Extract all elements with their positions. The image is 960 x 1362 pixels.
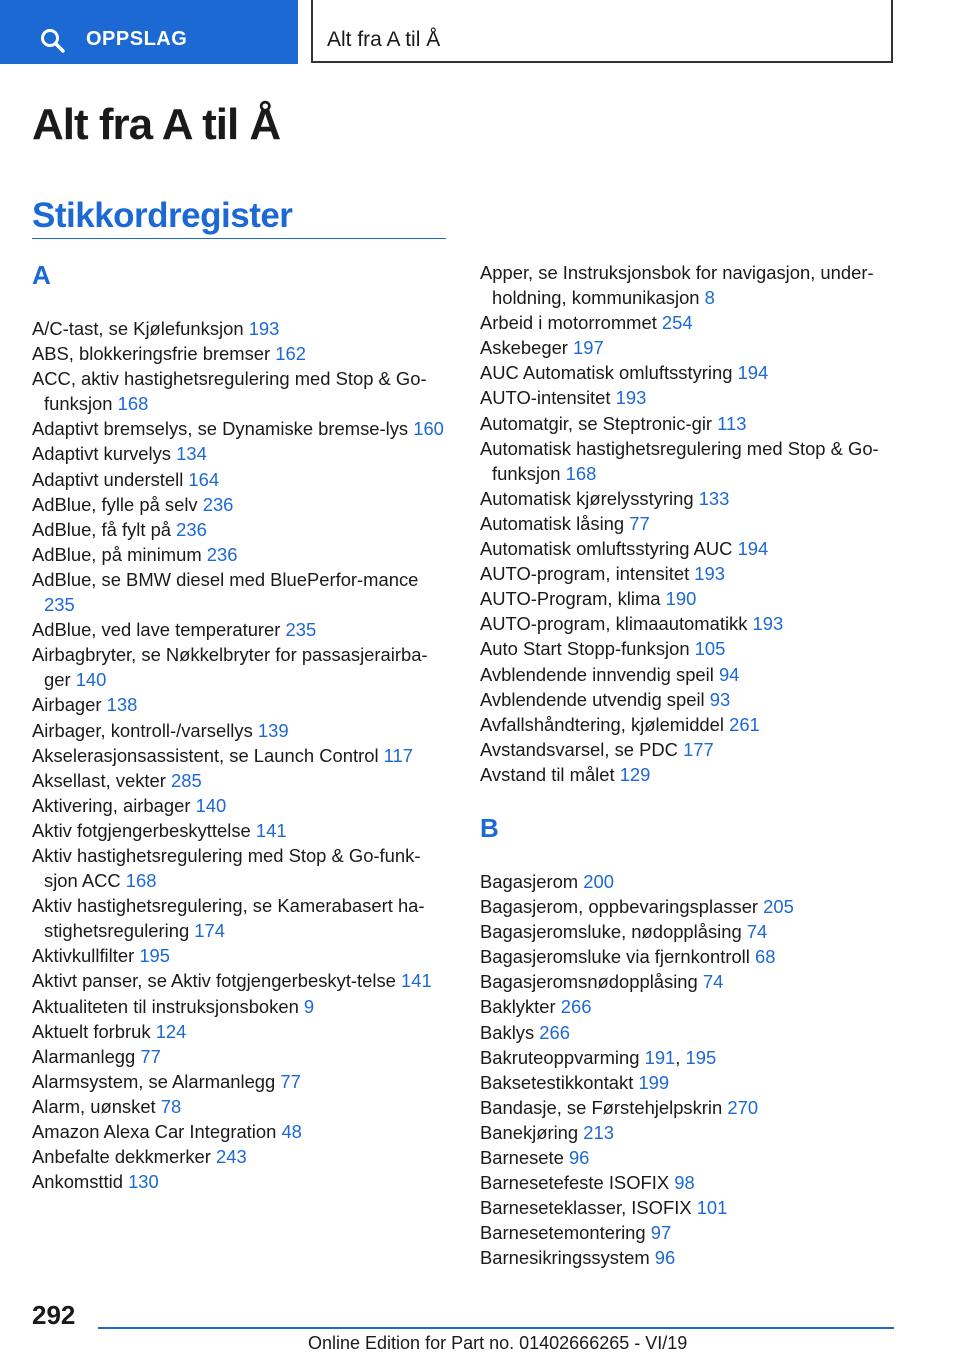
index-entry-term: Baksetestikkontakt bbox=[480, 1071, 639, 1093]
page-reference-link[interactable]: 98 bbox=[674, 1172, 695, 1194]
index-entry-term: Avblendende utvendig speil bbox=[480, 688, 710, 710]
index-entry bbox=[32, 1119, 452, 1144]
page-reference-link[interactable]: 77 bbox=[629, 512, 650, 534]
page-number: 292 bbox=[32, 1300, 76, 1330]
index-entry bbox=[32, 943, 452, 968]
index-entry-term: Aktivkullfilter bbox=[32, 945, 140, 967]
page-reference-link[interactable]: 285 bbox=[171, 769, 202, 791]
page-reference-link[interactable]: 195 bbox=[685, 1046, 717, 1068]
page-reference-link[interactable]: 236 bbox=[206, 543, 238, 565]
index-entry-term: Adaptivt understell bbox=[32, 468, 189, 490]
page-reference-link[interactable]: 193 bbox=[752, 613, 784, 635]
page-reference-link[interactable]: 97 bbox=[650, 1222, 672, 1244]
chapter-tab-label: Alt fra A til Å bbox=[327, 28, 441, 51]
index-entry bbox=[480, 260, 900, 310]
page-reference-link[interactable]: 194 bbox=[737, 362, 769, 384]
index-entry-term: Apper, se Instruksjonsbok for navigasjon, under-holdning, kommunikasjon bbox=[480, 262, 874, 309]
page-reference-link[interactable]: 96 bbox=[568, 1147, 590, 1168]
index-entry-term: AUTO-Program, klima bbox=[480, 588, 666, 610]
index-entry bbox=[32, 542, 452, 567]
index-entry-term: Aktivt panser, se Aktiv fotgjengerbeskyt-telse bbox=[32, 970, 402, 992]
index-entry bbox=[32, 1069, 452, 1094]
page-reference-link[interactable]: 129 bbox=[619, 763, 651, 785]
index-entry-term: Bagasjerom bbox=[480, 870, 584, 892]
page-reference-link[interactable]: 190 bbox=[665, 588, 697, 610]
index-entry bbox=[480, 662, 900, 687]
index-entry bbox=[480, 411, 900, 436]
index-entry bbox=[480, 611, 900, 636]
index-entry-term: Aktiv hastighetsregulering med Stop & Go-funk-sjon ACC bbox=[32, 844, 421, 892]
page-reference-separator: , bbox=[675, 1046, 686, 1068]
page-reference-link[interactable]: 101 bbox=[696, 1197, 728, 1219]
index-entry-term: Automatgir, se Steptronic-gir bbox=[480, 412, 718, 434]
index-entry bbox=[480, 561, 900, 586]
index-entry bbox=[480, 1145, 900, 1170]
index-entry-term: Bagasjeromsluke, nødopplåsing bbox=[480, 921, 747, 943]
page-reference-link[interactable]: 133 bbox=[698, 487, 730, 509]
page-reference-link[interactable]: 124 bbox=[155, 1020, 187, 1042]
page-reference-link[interactable]: 140 bbox=[75, 669, 107, 691]
index-entry-term: AUC Automatisk omluftsstyring bbox=[480, 362, 738, 384]
index-entry-term: AdBlue, ved lave temperaturer bbox=[32, 619, 286, 641]
page-reference-link[interactable]: 138 bbox=[106, 694, 138, 716]
index-entry bbox=[480, 944, 900, 969]
index-entry bbox=[480, 1020, 900, 1045]
index-entry bbox=[480, 536, 900, 561]
page-reference-link[interactable]: 205 bbox=[763, 896, 794, 918]
index-entry bbox=[32, 642, 452, 692]
index-entry-term: Airbager bbox=[32, 694, 107, 716]
index-entry bbox=[480, 869, 900, 894]
index-entry bbox=[480, 310, 900, 335]
index-entry bbox=[32, 567, 452, 617]
index-entry bbox=[32, 441, 452, 466]
page-reference-link[interactable]: 235 bbox=[44, 594, 75, 616]
index-entry bbox=[32, 366, 452, 416]
page-reference-link[interactable]: 270 bbox=[727, 1096, 759, 1118]
index-entry-term: Arbeid i motorrommet bbox=[480, 312, 662, 334]
index-entry-term: ABS, blokkeringsfrie bremser bbox=[32, 343, 276, 365]
page-reference-link[interactable]: 193 bbox=[615, 387, 647, 409]
page-reference-link[interactable]: 139 bbox=[257, 719, 289, 741]
page-reference-link[interactable]: 77 bbox=[280, 1070, 301, 1092]
page-reference-link[interactable]: 164 bbox=[188, 468, 220, 490]
index-entry-term: AdBlue, fylle på selv bbox=[32, 493, 203, 515]
index-entry-term: Barnesetemontering bbox=[480, 1222, 651, 1244]
index-entry bbox=[480, 1220, 900, 1245]
index-entry bbox=[32, 793, 452, 818]
index-entry bbox=[480, 1120, 900, 1145]
index-entry-term: Automatisk kjørelysstyring bbox=[480, 487, 699, 509]
index-entry-term: Avstand til målet bbox=[480, 763, 620, 785]
index-entry bbox=[32, 1144, 452, 1169]
index-entry bbox=[480, 511, 900, 536]
index-entry bbox=[32, 818, 452, 843]
index-letter-a: A bbox=[32, 260, 51, 290]
page-reference-link[interactable]: 93 bbox=[709, 688, 731, 710]
index-entry-term: AdBlue, se BMW diesel med BluePerfor-mance bbox=[32, 568, 419, 590]
index-entry bbox=[32, 341, 452, 366]
page-reference-link[interactable]: 48 bbox=[281, 1121, 302, 1142]
index-entries-a-right bbox=[480, 260, 900, 787]
index-entry bbox=[480, 712, 900, 737]
index-entry bbox=[480, 1170, 900, 1195]
index-entry bbox=[32, 1019, 452, 1044]
page-reference-link[interactable]: 141 bbox=[401, 970, 432, 992]
index-entry-term: Alarm, uønsket bbox=[32, 1095, 161, 1117]
index-entry-term: Automatisk låsing bbox=[480, 512, 630, 534]
index-entry bbox=[480, 360, 900, 385]
index-entry bbox=[480, 1245, 900, 1270]
index-entry-term: Barnesete bbox=[480, 1147, 569, 1168]
index-entry-term: Baklys bbox=[480, 1021, 540, 1043]
index-column-right bbox=[480, 260, 900, 1270]
page-reference-link[interactable]: 160 bbox=[413, 418, 444, 440]
index-entry bbox=[480, 385, 900, 410]
page-reference-link[interactable]: 162 bbox=[275, 343, 306, 365]
page-reference-link[interactable]: 134 bbox=[176, 443, 207, 465]
footer-divider bbox=[98, 1327, 894, 1329]
index-entry-term: AUTO-intensitet bbox=[480, 387, 616, 409]
page-reference-link[interactable]: 191 bbox=[644, 1046, 676, 1068]
index-letter-b: B bbox=[480, 812, 499, 843]
index-entry-term: AUTO-program, klimaautomatikk bbox=[480, 613, 753, 635]
index-entry bbox=[480, 894, 900, 919]
index-entry bbox=[480, 994, 900, 1019]
index-entry-term: AdBlue, på minimum bbox=[32, 543, 207, 565]
index-entry-term: Avblendende innvendig speil bbox=[480, 663, 719, 685]
search-icon bbox=[40, 28, 66, 54]
index-entry-term: Bagasjeromsnødopplåsing bbox=[480, 971, 703, 993]
index-entry-term: Bandasje, se Førstehjelpskrin bbox=[480, 1096, 728, 1118]
index-entry bbox=[480, 1095, 900, 1120]
section-title: Stikkordregister bbox=[32, 196, 293, 235]
index-entry-term: Avfallshåndtering, kjølemiddel bbox=[480, 713, 730, 735]
index-entry bbox=[480, 969, 900, 994]
index-entry-term: Akselerasjonsassistent, se Launch Control bbox=[32, 744, 384, 766]
index-entry bbox=[32, 743, 452, 768]
index-entry bbox=[32, 1169, 452, 1194]
index-entry-term: Adaptivt bremselys, se Dynamiske bremse-lys bbox=[32, 418, 414, 440]
index-entry bbox=[480, 436, 900, 486]
page-title: Alt fra A til Å bbox=[32, 100, 281, 149]
index-entry bbox=[32, 1044, 452, 1069]
index-entry bbox=[480, 335, 900, 360]
page-reference-link[interactable]: 174 bbox=[194, 920, 225, 942]
page-reference-link[interactable]: 78 bbox=[160, 1095, 182, 1117]
page-reference-link[interactable]: 199 bbox=[638, 1071, 670, 1093]
page-reference-link[interactable]: 74 bbox=[702, 971, 724, 993]
index-entries-b bbox=[480, 869, 900, 1271]
chapter-tab[interactable] bbox=[311, 0, 893, 63]
index-entry-term: Aktiv fotgjengerbeskyttelse bbox=[32, 819, 256, 841]
index-entry-term: Airbagbryter, se Nøkkelbryter for passasjerairba-ger bbox=[32, 644, 428, 691]
page-reference-link[interactable]: 130 bbox=[128, 1171, 159, 1193]
index-entry-term: Bagasjerom, oppbevaringsplasser bbox=[480, 896, 764, 918]
index-entry bbox=[32, 416, 452, 441]
index-entry bbox=[480, 1070, 900, 1095]
index-entry-term: Alarmanlegg bbox=[32, 1045, 141, 1067]
index-entry-term: Avstandsvarsel, se PDC bbox=[480, 738, 684, 760]
index-entry-term: ACC, aktiv hastighetsregulering med Stop & Go-funksjon bbox=[32, 368, 427, 415]
search-tab[interactable] bbox=[0, 0, 298, 64]
page-reference-link[interactable]: 94 bbox=[718, 663, 740, 685]
index-entry-term: Aksellast, vekter bbox=[32, 769, 171, 791]
page-reference-link[interactable]: 77 bbox=[140, 1045, 161, 1067]
index-entry bbox=[32, 1094, 452, 1119]
page-reference-link[interactable]: 141 bbox=[255, 819, 287, 841]
index-entry-term: Barneseteklasser, ISOFIX bbox=[480, 1197, 697, 1219]
page-reference-link[interactable]: 200 bbox=[583, 870, 614, 892]
index-entry-term: Aktivering, airbager bbox=[32, 794, 196, 816]
page-reference-link[interactable]: 236 bbox=[202, 493, 234, 515]
page-reference-link[interactable]: 193 bbox=[694, 563, 725, 585]
index-entries-a-left bbox=[32, 316, 452, 1194]
index-entry-term: AUTO-program, intensitet bbox=[480, 563, 695, 585]
index-entry-term: Ankomsttid bbox=[32, 1171, 129, 1193]
index-entry bbox=[32, 316, 452, 341]
index-entry bbox=[480, 1045, 900, 1070]
index-entry-term: Baklykter bbox=[480, 996, 561, 1018]
index-entry-term: Bagasjeromsluke via fjernkontroll bbox=[480, 946, 755, 968]
page-reference-link[interactable]: 213 bbox=[583, 1121, 614, 1143]
index-entry bbox=[480, 919, 900, 944]
section-divider bbox=[32, 238, 446, 239]
page-reference-link[interactable]: 195 bbox=[139, 945, 170, 967]
page-reference-link[interactable]: 117 bbox=[383, 744, 413, 766]
index-entry-term: Automatisk hastighetsregulering med Stop & Go-funksjon bbox=[480, 437, 879, 484]
index-entry-term: Automatisk omluftsstyring AUC bbox=[480, 538, 738, 560]
page-reference-link[interactable]: 140 bbox=[195, 794, 227, 816]
edition-info: Online Edition for Part no. 01402666265 - VI/19 bbox=[308, 1333, 688, 1353]
index-entry-term: Airbager, kontroll-/varsellys bbox=[32, 719, 258, 741]
index-entry bbox=[32, 517, 452, 542]
page-reference-link[interactable]: 177 bbox=[683, 738, 714, 760]
index-entry bbox=[32, 893, 452, 943]
page-reference-link[interactable]: 266 bbox=[539, 1021, 570, 1043]
index-entry bbox=[32, 692, 452, 717]
index-entry bbox=[32, 968, 452, 993]
index-entry-term: AdBlue, få fylt på bbox=[32, 518, 177, 540]
index-entry bbox=[32, 492, 452, 517]
page-reference-link[interactable]: 74 bbox=[746, 921, 768, 943]
index-entry-term: Askebeger bbox=[480, 337, 574, 359]
index-entry-term: Auto Start Stopp-funksjon bbox=[480, 638, 695, 660]
page-reference-link[interactable]: 194 bbox=[737, 538, 769, 560]
index-entry bbox=[32, 467, 452, 492]
index-entry-term: Aktualiteten til instruksjonsboken bbox=[32, 995, 304, 1017]
page-reference-link[interactable]: 105 bbox=[694, 638, 726, 660]
page-reference-link[interactable]: 113 bbox=[717, 412, 747, 434]
index-entry bbox=[480, 586, 900, 611]
index-entry-term: Alarmsystem, se Alarmanlegg bbox=[32, 1070, 281, 1092]
page-reference-link[interactable]: 8 bbox=[704, 287, 715, 309]
index-column-left bbox=[32, 260, 452, 1194]
page-reference-link[interactable]: 68 bbox=[754, 946, 776, 968]
page-reference-link[interactable]: 168 bbox=[125, 870, 157, 892]
page-reference-link[interactable]: 235 bbox=[285, 619, 317, 641]
index-entry-term: Anbefalte dekkmerker bbox=[32, 1146, 216, 1168]
index-entry-term: Adaptivt kurvelys bbox=[32, 443, 177, 465]
page-reference-link[interactable]: 266 bbox=[560, 996, 592, 1018]
search-tab-label: OPPSLAG bbox=[86, 28, 188, 50]
index-entry-term: A/C-tast, se Kjølefunksjon bbox=[32, 318, 249, 339]
index-entry-term: Aktiv hastighetsregulering, se Kamerabasert ha-stighetsregulering bbox=[32, 895, 425, 942]
index-entry bbox=[480, 636, 900, 661]
page-reference-link[interactable]: 261 bbox=[729, 713, 760, 735]
index-entry bbox=[32, 843, 452, 893]
index-entry bbox=[32, 617, 452, 642]
page-reference-link[interactable]: 96 bbox=[654, 1247, 676, 1269]
index-entry bbox=[32, 994, 452, 1019]
page-reference-link[interactable]: 243 bbox=[216, 1146, 247, 1168]
page-reference-link[interactable]: 168 bbox=[117, 393, 149, 415]
index-entry bbox=[480, 737, 900, 762]
page-reference-link[interactable]: 168 bbox=[565, 462, 597, 484]
page-reference-link[interactable]: 9 bbox=[303, 995, 315, 1017]
index-entry bbox=[480, 486, 900, 511]
page-reference-link[interactable]: 193 bbox=[248, 318, 280, 339]
index-entry bbox=[480, 1195, 900, 1220]
index-entry-term: Barnesetefeste ISOFIX bbox=[480, 1172, 675, 1194]
page-reference-link[interactable]: 254 bbox=[661, 312, 693, 334]
page-reference-link[interactable]: 236 bbox=[176, 518, 207, 540]
index-entry-term: Barnesikringssystem bbox=[480, 1247, 655, 1269]
page-reference-link[interactable]: 197 bbox=[573, 337, 604, 359]
index-entry-term: Bakruteoppvarming bbox=[480, 1046, 645, 1068]
index-entry bbox=[32, 768, 452, 793]
index-entry-term: Amazon Alexa Car Integration bbox=[32, 1121, 282, 1142]
index-entry-term: Banekjøring bbox=[480, 1121, 584, 1143]
index-entry bbox=[480, 687, 900, 712]
index-entry bbox=[480, 762, 900, 787]
index-entry bbox=[32, 718, 452, 743]
index-entry-term: Aktuelt forbruk bbox=[32, 1020, 156, 1042]
